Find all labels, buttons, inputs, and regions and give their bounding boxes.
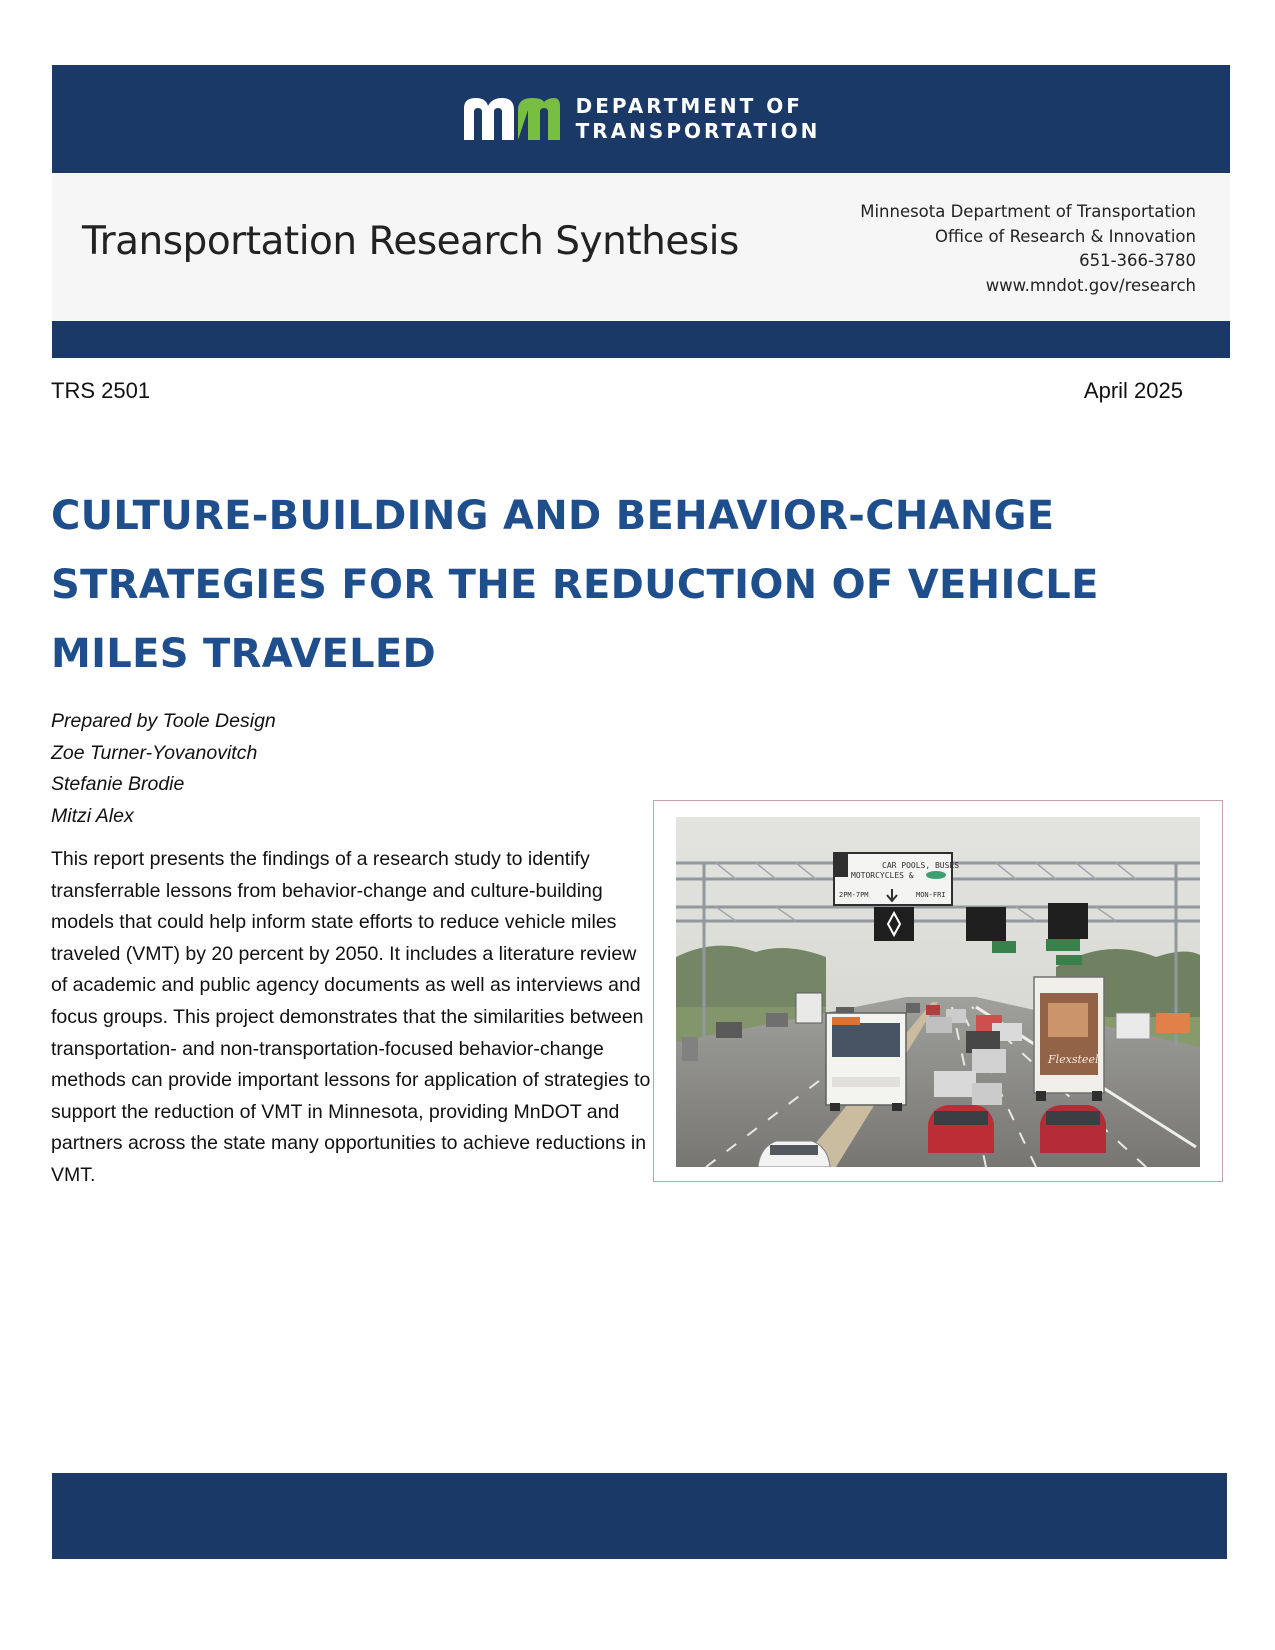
sign-hours: 2PM-7PM bbox=[839, 891, 869, 899]
report-number: TRS 2501 bbox=[51, 378, 151, 403]
department-wordmark bbox=[576, 94, 821, 144]
abstract-text: This report presents the findings of a research study to identify transferrable lessons from behavior-change and culture-building models that could help inform state efforts to reduce vehicle miles traveled (VMT) by 20 percent by 2050. It includes a literature review of academic and public agency documents as well as interviews and focus groups. This project demonstrates that the similarities between transportation- and non-transportation-focused behavior-change methods can provide important lessons for application of strategies to support the reduction of VMT in Minnesota, providing MnDOT and partners across the state many opportunities to achieve reductions in VMT. bbox=[51, 848, 651, 1186]
sign-text-line-1: CAR POOLS, BUSES bbox=[882, 861, 960, 870]
logo-line-2: TRANSPORTATION bbox=[575, 119, 821, 143]
author-name: Zoe Turner-Yovanovitch bbox=[51, 741, 258, 764]
contact-office: Office of Research & Innovation bbox=[935, 226, 1196, 246]
contact-phone: 651-366-3780 bbox=[1079, 251, 1196, 270]
footer-band bbox=[52, 1473, 1227, 1559]
contact-website[interactable]: www.mndot.gov/research bbox=[985, 275, 1196, 295]
contact-block bbox=[860, 200, 1196, 298]
contact-org: Minnesota Department of Transportation bbox=[860, 202, 1196, 221]
series-title: Transportation Research Synthesis bbox=[82, 219, 739, 264]
author-name: Stefanie Brodie bbox=[51, 773, 185, 795]
prepared-by: Prepared by Toole Design bbox=[51, 710, 276, 732]
highway-photo bbox=[676, 817, 1200, 1167]
logo-line-1: DEPARTMENT OF bbox=[575, 94, 803, 118]
header-divider-band bbox=[52, 321, 1230, 358]
sign-days: MON-FRI bbox=[916, 891, 946, 899]
photo-frame bbox=[653, 800, 1223, 1182]
mn-logo-icon bbox=[462, 96, 562, 142]
author-list bbox=[51, 706, 276, 832]
top-banner bbox=[52, 65, 1230, 173]
truck-label: Flexsteel bbox=[1048, 1053, 1099, 1066]
report-date: April 2025 bbox=[1083, 378, 1183, 403]
sign-text-line-2: MOTORCYCLES & bbox=[851, 871, 914, 880]
report-title: CULTURE-BUILDING AND BEHAVIOR-CHANGE STRATEGIES FOR THE REDUCTION OF VEHICLE MILES TRAVELED bbox=[51, 493, 1099, 677]
header-band bbox=[52, 173, 1230, 321]
author-name: Mitzi Alex bbox=[51, 804, 134, 827]
